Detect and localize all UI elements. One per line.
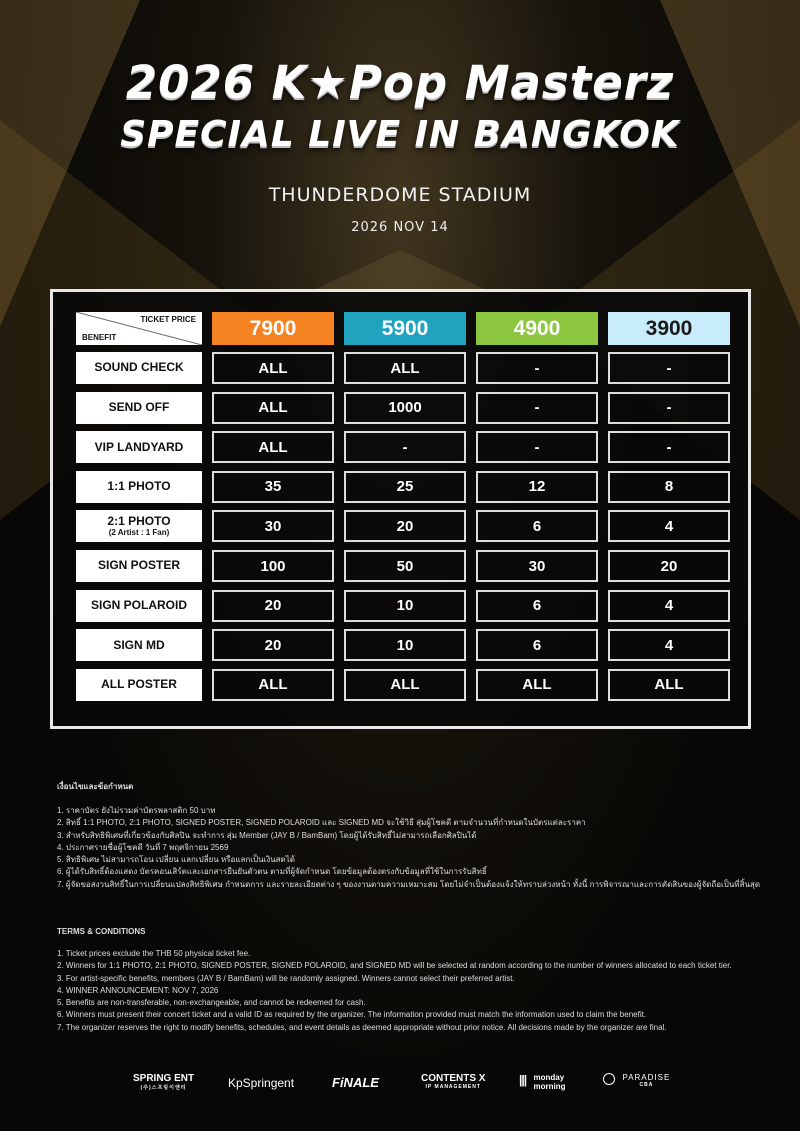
benefit-value-cell: 25: [344, 471, 466, 503]
header-corner-cell: [76, 312, 202, 345]
benefit-value-cell: 30: [212, 510, 334, 542]
benefit-name: SIGN POSTER: [97, 558, 180, 573]
benefit-value-cell: 50: [344, 550, 466, 582]
finale-logo: FiNALE: [332, 1075, 379, 1090]
benefit-sub: (2 Artist : 1 Fan): [108, 527, 170, 537]
en-term-item: 3. For artist-specific benefits, members (JAY B / BamBam) will be randomly assigned. Winners cannot select their preferred artist.: [57, 973, 515, 983]
benefit-row-label: [76, 629, 202, 661]
benefit-value-cell: -: [608, 431, 730, 463]
benefit-value-cell: -: [476, 431, 598, 463]
benefit-value-cell: 100: [212, 550, 334, 582]
thai-terms-list: [57, 805, 761, 891]
thai-term-item: 4. ประกาศรายชื่อผู้โชคดี วันที่ 7 พฤศจิกายน 2569: [57, 842, 229, 852]
benefit-name: SOUND CHECK: [94, 360, 184, 375]
benefit-value-cell: 4: [608, 590, 730, 622]
benefit-value-cell: 20: [608, 550, 730, 582]
benefit-value-cell: 1000: [344, 392, 466, 424]
benefit-value-cell: ALL: [212, 352, 334, 384]
benefit-value-cell: -: [476, 392, 598, 424]
benefit-value-cell: ALL: [212, 392, 334, 424]
benefit-value-cell: ALL: [608, 669, 730, 701]
benefit-value-cell: -: [476, 352, 598, 384]
benefit-value-cell: -: [608, 392, 730, 424]
price-tier-4900: 4900: [476, 312, 598, 345]
en-term-item: 6. Winners must present their concert ticket and a valid ID as required by the organizer. The information provided must match the information used to claim the benefit.: [57, 1010, 647, 1020]
venue-name: THUNDERDOME STADIUM: [268, 184, 532, 206]
thai-term-item: 5. สิทธิพิเศษ ไม่สามารถโอน เปลี่ยน แลกเปลี่ยน หรือแลกเป็นเงินสดได้: [57, 855, 295, 865]
benefit-row-label: [76, 590, 202, 622]
contents-x-logo: CONTENTS X IP MANAGEMENT: [421, 1073, 486, 1090]
sponsor-logos: [0, 1073, 800, 1095]
poster-subtitle: SPECIAL LIVE IN BANGKOK: [120, 114, 680, 155]
spring-ent-logo: SPRING ENT (주)스프링이엔티: [133, 1073, 195, 1091]
benefit-value-cell: 20: [212, 629, 334, 661]
en-terms-heading: TERMS & CONDITIONS: [57, 927, 146, 936]
benefit-value-cell: 4: [608, 629, 730, 661]
en-terms-list: [57, 948, 757, 1034]
ticket-price-label: TICKET PRICE: [140, 315, 196, 324]
benefit-value-cell: 10: [344, 590, 466, 622]
benefit-value-cell: 6: [476, 629, 598, 661]
paradise-logo: PARADISE CBA: [603, 1073, 670, 1091]
price-tier-5900: 5900: [344, 312, 466, 345]
benefit-name: 2:1 PHOTO: [107, 514, 171, 529]
benefit-row-label: [76, 471, 202, 503]
price-tier-3900: 3900: [608, 312, 730, 345]
benefit-value-cell: 10: [344, 629, 466, 661]
benefit-value-cell: 6: [476, 590, 598, 622]
benefit-row-label: [76, 669, 202, 701]
thai-term-item: 2. สิทธิ์ 1:1 PHOTO, 2:1 PHOTO, SIGNED POSTER, SIGNED POLAROID และ SIGNED MD จะใช้วิธี สุ่มผู้โชคดี ตามจำนวนที่กำหนดในบัตรแต่ละราคา: [57, 818, 586, 828]
benefit-value-cell: 4: [608, 510, 730, 542]
thai-terms-heading: เงื่อนไขและข้อกำหนด: [57, 782, 134, 791]
benefit-row-label: [76, 550, 202, 582]
en-term-item: 1. Ticket prices exclude the THB 50 physical ticket fee.: [57, 949, 251, 958]
benefit-value-cell: ALL: [344, 352, 466, 384]
benefit-name: ALL POSTER: [101, 677, 177, 692]
benefit-label: BENEFIT: [82, 333, 117, 342]
event-date: 2026 NOV 14: [351, 220, 449, 235]
benefit-value-cell: 20: [344, 510, 466, 542]
benefit-value-cell: ALL: [212, 669, 334, 701]
benefit-value-cell: ALL: [212, 431, 334, 463]
poster-title: 2026 K★Pop Masterz: [125, 56, 675, 109]
en-term-item: 4. WINNER ANNOUNCEMENT: NOV 7, 2026: [57, 985, 219, 995]
benefit-value-cell: 8: [608, 471, 730, 503]
benefit-value-cell: 35: [212, 471, 334, 503]
en-term-item: 5. Benefits are non-transferable, non-exchangeable, and cannot be redeemed for cash.: [57, 998, 366, 1008]
benefit-name: SIGN POLAROID: [90, 598, 187, 612]
benefit-value-cell: 6: [476, 510, 598, 542]
monday-morning-logo: ||| monday morning: [519, 1073, 566, 1091]
en-term-item: 2. Winners for 1:1 PHOTO, 2:1 PHOTO, SIGNED POSTER, SIGNED POLAROID, and SIGNED MD will be selected at random according to the number of winners allocated to each ticket tier.: [57, 961, 732, 971]
thai-term-item: 6. ผู้ได้รับสิทธิ์ต้องแสดง บัตรคอนเสิร์ตและเอกสารยืนยันตัวตน ตามที่ผู้จัดกำหนด โดยข้อมูลต้องตรงกับข้อมูลที่ใช้ในการรับสิทธิ์: [57, 867, 487, 877]
benefit-value-cell: 30: [476, 550, 598, 582]
thai-terms: [57, 780, 761, 891]
kpspringent-logo: KpSpringent: [228, 1076, 295, 1090]
en-terms: [57, 927, 757, 1034]
benefit-row-label: [76, 392, 202, 424]
benefit-value-cell: ALL: [344, 669, 466, 701]
en-term-item: 7. The organizer reserves the right to modify benefits, schedules, and event details as deemed appropriate without prior notice. All decisions made by the organizer are final.: [57, 1022, 667, 1032]
benefit-value-cell: 20: [212, 590, 334, 622]
benefit-value-cell: 12: [476, 471, 598, 503]
benefit-table: [50, 289, 751, 729]
price-tier-7900: 7900: [212, 312, 334, 345]
thai-term-item: 1. ราคาบัตร ยังไม่รวมค่าบัตรพลาสติก 50 บาท: [57, 806, 216, 815]
thai-term-item: 7. ผู้จัดขอสงวนสิทธิ์ในการเปลี่ยนแปลงสิทธิพิเศษ กำหนดการ และรายละเอียดต่าง ๆ ของงานตามความเหมาะสม โดยไม่จำเป็นต้องแจ้งให้ทราบล่วงหน้า ทั้งนี้ การพิจารณาและการตัดสินของผู้จัดถือเป็นที่สิ้นสุด: [57, 879, 761, 889]
benefit-name: 1:1 PHOTO: [107, 479, 171, 494]
benefit-row-label: [76, 431, 202, 463]
benefit-name: SIGN MD: [113, 637, 165, 652]
thai-term-item: 3. สำหรับสิทธิพิเศษที่เกี่ยวข้องกับศิลปิน จะทำการ สุ่ม Member (JAY B / BamBam) โดยผู้ได้รับสิทธิ์ไม่สามารถเลือกศิลปินได้: [57, 830, 477, 840]
benefit-value-cell: -: [344, 431, 466, 463]
benefit-value-cell: ALL: [476, 669, 598, 701]
benefit-value-cell: -: [608, 352, 730, 384]
benefit-name: VIP LANDYARD: [94, 439, 184, 454]
benefit-row-label: [76, 510, 202, 542]
benefit-name: SEND OFF: [108, 400, 170, 414]
benefit-row-label: [76, 352, 202, 384]
